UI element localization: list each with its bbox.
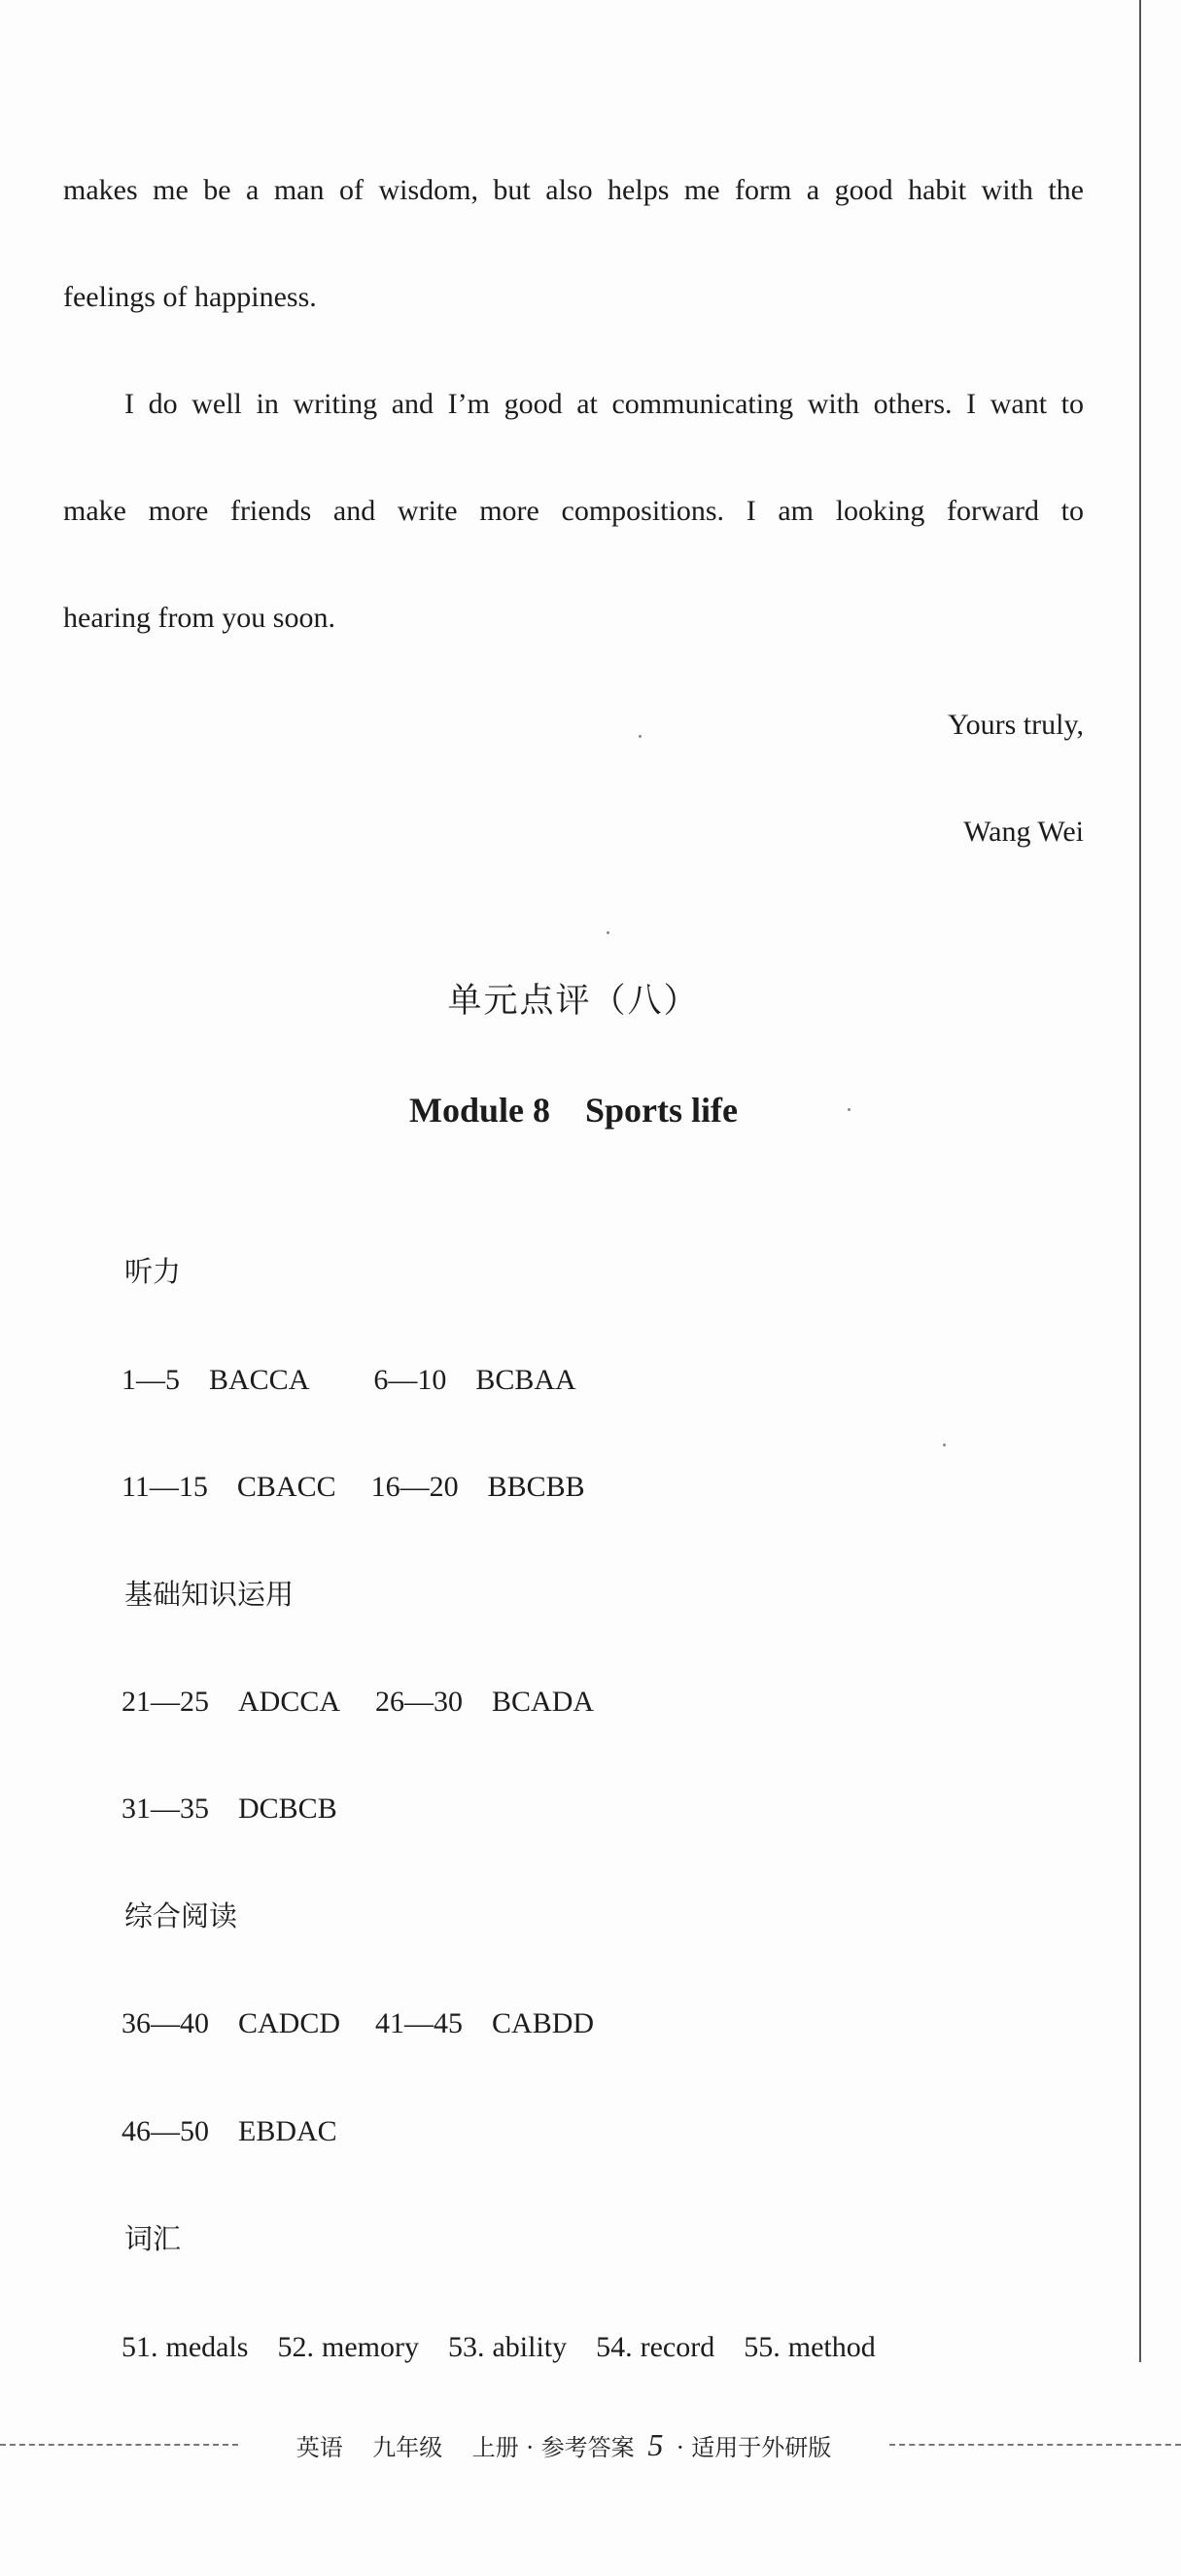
footer-text	[248, 2425, 880, 2467]
footer-subject: 英语	[295, 2434, 343, 2461]
answer-range: 11—15	[122, 1471, 208, 1503]
letter-signature: Wang Wei	[963, 816, 1084, 848]
answer-row	[122, 1470, 620, 1505]
answer-row	[122, 1685, 629, 1720]
footer-edition: 适用于外研版	[691, 2434, 832, 2461]
answer-range: 41—45	[375, 2007, 464, 2039]
answer-range: 6—10	[373, 1364, 447, 1396]
answer-letters: CBACC	[236, 1471, 336, 1503]
answer-letters: BACCA	[209, 1364, 310, 1396]
scan-speck	[607, 931, 609, 934]
scan-speck	[943, 1444, 946, 1446]
section-heading-listening: 听力	[124, 1255, 182, 1288]
unit-title: 单元点评（八）	[447, 982, 700, 1021]
answer-letters: DCBCB	[238, 1793, 337, 1825]
answer-range: 31—35	[122, 1793, 209, 1825]
page-number: 5	[647, 2427, 664, 2462]
vocab-word: memory	[321, 2331, 419, 2363]
section-heading-vocabulary: 词汇	[124, 2222, 182, 2255]
vocab-word: ability	[492, 2331, 568, 2363]
answer-range: 16—20	[370, 1471, 459, 1503]
footer-dot-icon: ·	[676, 2434, 684, 2461]
answer-range: 26—30	[375, 1686, 464, 1718]
scan-speck	[848, 1108, 851, 1111]
vocab-number: 52.	[277, 2331, 314, 2363]
answer-row	[122, 1363, 611, 1398]
module-title: Module 8 Sports life	[409, 1091, 738, 1130]
letter-line-1: makes me be a man of wisdom, but also helps me form a good habit with the	[63, 174, 1084, 206]
letter-closing: Yours truly,	[947, 709, 1084, 741]
answer-letters: EBDAC	[238, 2115, 337, 2147]
footer-volume: 上册	[471, 2434, 519, 2461]
letter-line-5: hearing from you soon.	[63, 602, 335, 634]
answer-row	[122, 1792, 372, 1827]
answer-letters: ADCCA	[238, 1686, 341, 1718]
answer-range: 36—40	[122, 2007, 209, 2039]
answer-letters: BBCBB	[487, 1471, 585, 1503]
answer-letters: BCBAA	[475, 1364, 576, 1396]
section-heading-basics: 基础知识运用	[124, 1578, 295, 1611]
footer-dot-icon: ·	[526, 2434, 535, 2461]
letter-line-4: make more friends and write more compositions. I am looking forward to	[63, 495, 1084, 527]
scan-speck	[639, 735, 642, 738]
answer-range: 46—50	[122, 2115, 209, 2147]
answer-range: 21—25	[122, 1686, 209, 1718]
answer-row	[122, 2006, 629, 2041]
vocab-number: 53.	[447, 2331, 485, 2363]
answer-letters: CADCD	[238, 2007, 341, 2039]
vocab-word: record	[640, 2331, 715, 2363]
letter-line-2: feelings of happiness.	[63, 281, 317, 313]
answer-letters: BCADA	[492, 1686, 595, 1718]
answer-range: 1—5	[122, 1364, 180, 1396]
page-footer	[0, 2425, 1181, 2464]
vocab-number: 54.	[596, 2331, 633, 2363]
section-heading-reading: 综合阅读	[124, 1899, 238, 1932]
answer-letters: CABDD	[492, 2007, 595, 2039]
vocab-word: medals	[165, 2331, 249, 2363]
vocab-number: 55.	[744, 2331, 781, 2363]
page-edge-rule	[1139, 0, 1141, 2362]
footer-dashed-rule-right	[889, 2444, 1181, 2446]
footer-grade: 九年级	[372, 2434, 443, 2461]
answer-row	[122, 2114, 372, 2149]
footer-label: 参考答案	[540, 2434, 635, 2461]
vocab-word: method	[787, 2331, 876, 2363]
vocab-number: 51.	[122, 2331, 158, 2363]
vocab-row	[122, 2330, 905, 2365]
footer-dashed-rule-left	[0, 2444, 238, 2446]
letter-line-3: I do well in writing and I’m good at communicating with others. I want to	[124, 388, 1084, 420]
